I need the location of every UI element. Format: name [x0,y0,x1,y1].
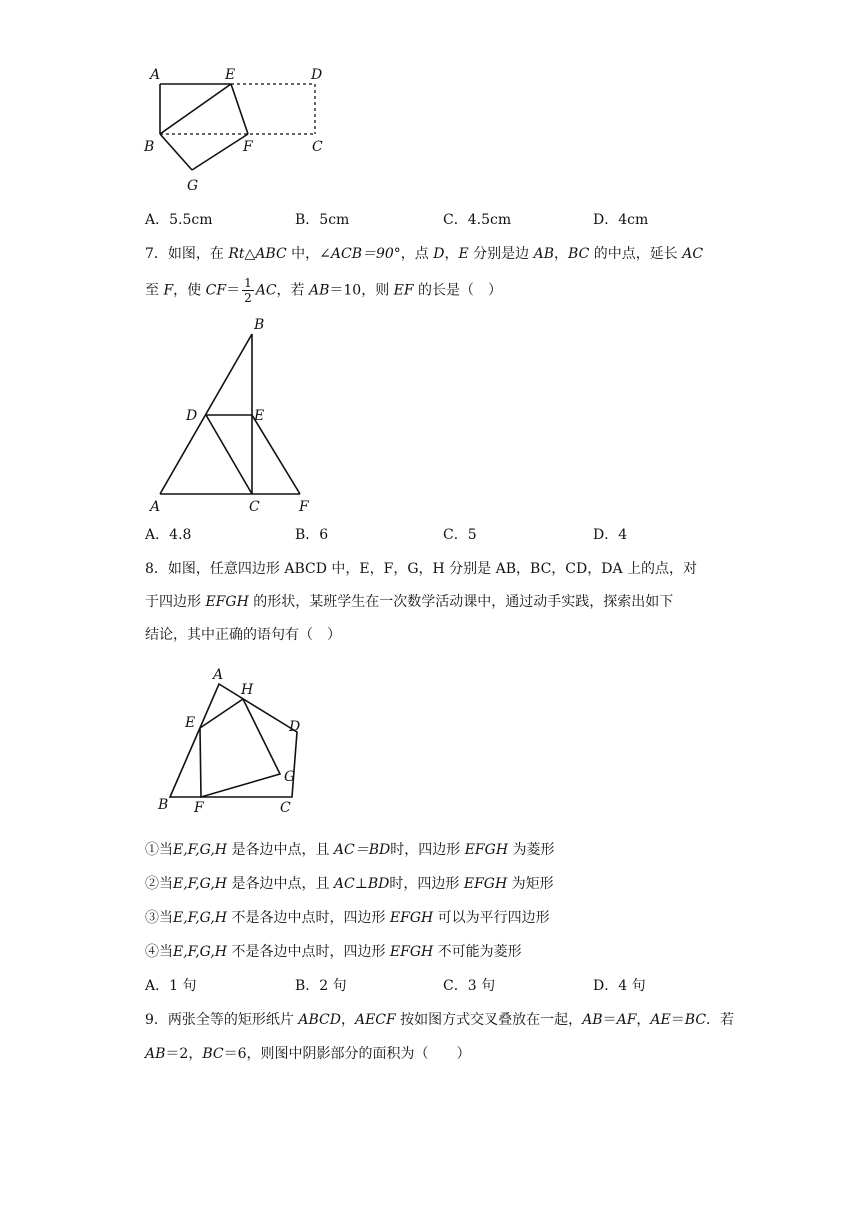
q8-label-H: H [241,682,254,698]
q8-stem-line2: 于四边形 EFGH 的形状，某班学生在一次数学活动课中，通过动手实践，探索出如下 [145,594,674,610]
q7-stem-line1: 7．如图，在 Rt△ABC 中，∠ACB＝90°，点 D，E 分别是边 AB，BC 的中点，延长 AC [145,246,704,262]
q8-label-G: G [284,769,296,785]
q8-statement-4: ④当E,F,G,H 不是各边中点时，四边形 EFGH 不可能为菱形 [145,944,522,960]
q6-option-a[interactable]: A．5.5cm [145,212,213,228]
q8-statement-2: ②当E,F,G,H 是各边中点，且 AC⊥BD时，四边形 EFGH 为矩形 [145,876,554,892]
q6-figure [140,62,340,197]
q6-option-c[interactable]: C．4.5cm [443,212,512,228]
q7-label-C: C [249,499,260,515]
q8-option-b[interactable]: B．2 句 [295,978,347,994]
q7-label-F: F [299,499,309,515]
q8-option-a[interactable]: A．1 句 [145,978,197,994]
q8-label-B: B [158,797,169,813]
q7-figure [140,312,330,517]
q7-fraction: $\frac{1}{2}$ [244,276,252,305]
q7-label-A: A [150,499,161,515]
q8-option-c[interactable]: C．3 句 [443,978,496,994]
q7-label-E: E [254,408,265,424]
q8-options [145,975,745,995]
q8-stem-line1: 8．如图，任意四边形 ABCD 中，E，F，G，H 分别是 AB，BC，CD，DA 上的点，对 [145,561,698,577]
q7-option-d[interactable]: D．4 [593,527,628,543]
q9-stem-line2: AB＝2，BC＝6，则图中阴影部分的面积为（ ） [145,1046,471,1062]
q7-option-a[interactable]: A．4.8 [145,527,192,543]
q7-diagram [140,312,330,517]
q8-label-D: D [289,719,301,735]
q8-label-E: E [185,715,196,731]
q6-label-B: B [144,139,155,155]
q6-diagram [140,62,340,197]
q7-option-c[interactable]: C．5 [443,527,477,543]
q6-option-d[interactable]: D．4cm [593,212,649,228]
q8-figure [150,664,330,814]
q6-label-A: A [150,67,161,83]
q8-stem-line3: 结论，其中正确的语句有（ ） [145,627,341,643]
q9-stem-line1: 9．两张全等的矩形纸片 ABCD，AECF 按如图方式交叉叠放在一起，AB＝AF，AE＝BC．若 [145,1012,735,1028]
q6-label-D: D [311,67,323,83]
q6-label-E: E [225,67,236,83]
q8-diagram [150,664,330,814]
q8-label-F: F [194,800,204,814]
q6-label-C: C [312,139,323,155]
q7-options [145,524,745,544]
q8-label-C: C [280,800,291,814]
q6-label-F: F [243,139,253,155]
q6-option-b[interactable]: B．5cm [295,212,350,228]
q8-statement-1: ①当E,F,G,H 是各边中点，且 AC＝BD时，四边形 EFGH 为菱形 [145,842,555,858]
q8-statement-3: ③当E,F,G,H 不是各边中点时，四边形 EFGH 可以为平行四边形 [145,910,550,926]
q7-option-b[interactable]: B．6 [295,527,329,543]
q7-label-D: D [186,408,198,424]
q8-option-d[interactable]: D．4 句 [593,978,646,994]
q6-options [145,209,745,229]
q7-label-B: B [254,317,265,333]
q7-stem-line2: 至 F，使 CF＝ $\frac{1}{2}$ AC，若 AB＝10，则 EF 的长是（ ） [145,276,503,305]
q6-label-G: G [187,178,199,194]
q8-label-A: A [213,667,224,683]
